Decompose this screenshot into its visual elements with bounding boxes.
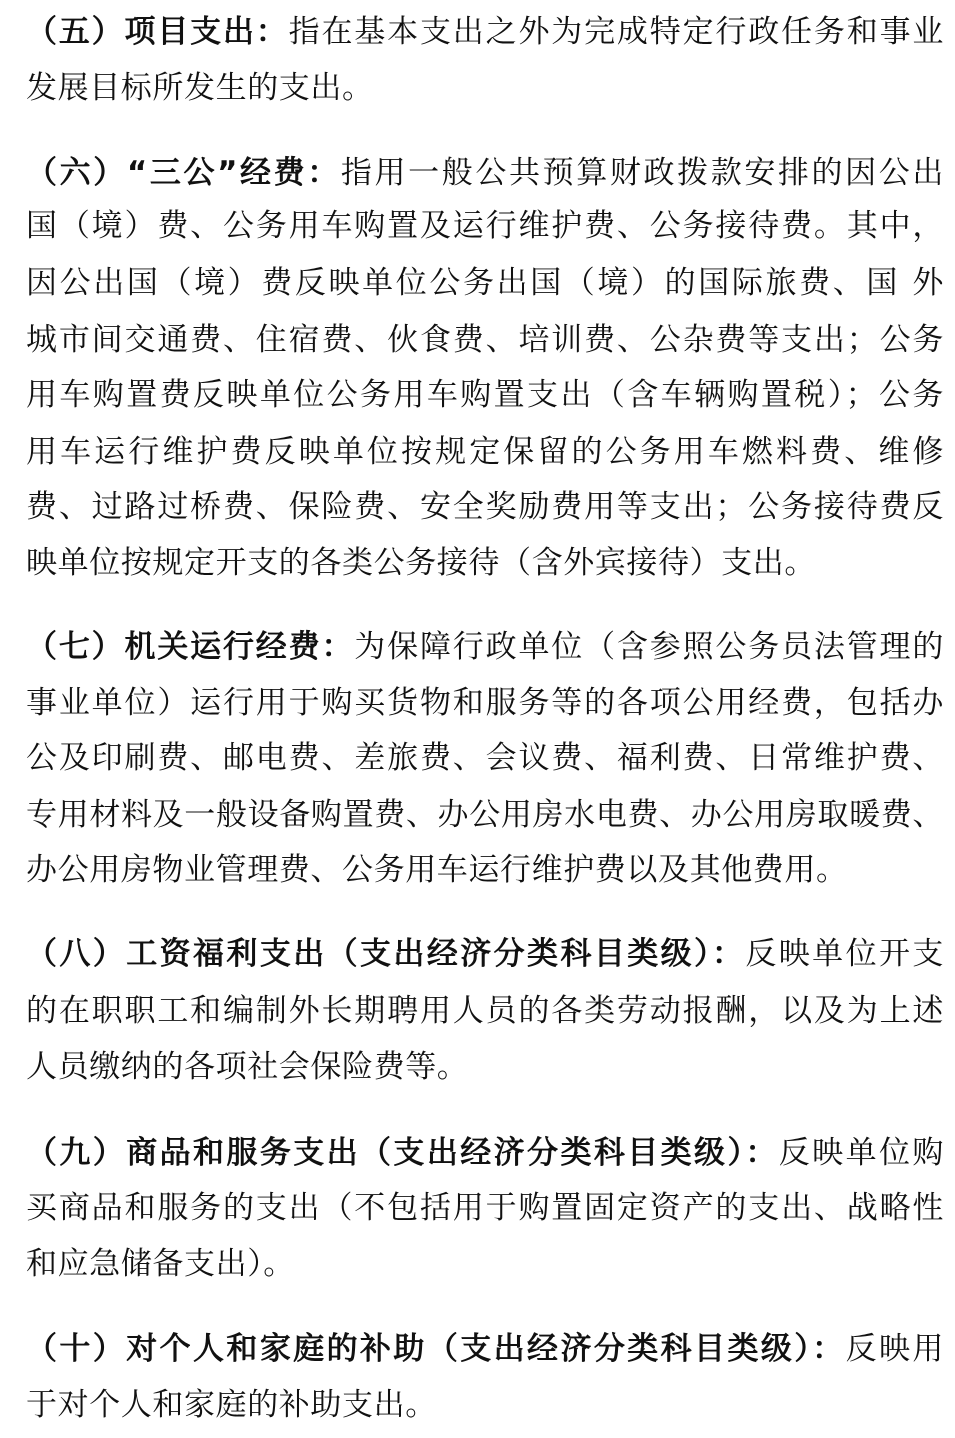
- section-term: （六）“三公”经费：: [26, 155, 341, 191]
- text-line: [26, 366, 944, 424]
- section-text: 指在基本支出之外为完成特定行政任务和事业: [288, 14, 944, 50]
- text-line: [26, 1179, 944, 1237]
- section-text: 反映单位开支: [745, 936, 944, 972]
- section-text: 映单位按规定开支的各类公务接待（含外宾接待）支出。: [26, 545, 816, 581]
- text-line: [26, 1124, 944, 1182]
- section-text: 和应急储备支出）。: [26, 1246, 295, 1282]
- text-line: [26, 197, 944, 255]
- text-line: [26, 618, 944, 676]
- section-text: 买商品和服务的支出（不包括用于购置固定资产的支出、战略性: [26, 1190, 944, 1226]
- text-line: [26, 1320, 944, 1378]
- text-line: [26, 729, 944, 787]
- section-text: 专用材料及一般设备购置费、办公用房水电费、办公用房取暖费、: [26, 797, 944, 833]
- section-text: 人员缴纳的各项社会保险费等。: [26, 1049, 469, 1085]
- section-term: （九）商品和服务支出（支出经济分类科目类级）：: [26, 1135, 779, 1171]
- section-text: 指用一般公共预算财政拨款安排的因公出: [340, 155, 944, 191]
- text-line: [26, 786, 944, 844]
- text-line: [26, 423, 944, 481]
- section-term: （五）项目支出：: [26, 14, 289, 50]
- section-text: 用车购置费反映单位公务用车购置支出（含车辆购置税）；公务: [26, 377, 944, 413]
- text-line: [26, 674, 944, 732]
- section-text: 发展目标所发生的支出。: [26, 70, 374, 106]
- section-term: （八）工资福利支出（支出经济分类科目类级）：: [26, 936, 746, 972]
- section-text: 因公出国（境）费反映单位公务出国（境）的国际旅费、国 外: [26, 265, 944, 301]
- section-text: 反映单位购: [778, 1135, 944, 1171]
- section-text: 于对个人和家庭的补助支出。: [26, 1387, 437, 1423]
- text-line: [26, 311, 944, 369]
- section-text: 国（境）费、公务用车购置及运行维护费、公务接待费。其中，: [26, 208, 944, 244]
- text-line: [26, 1038, 944, 1096]
- text-line: [26, 1235, 944, 1293]
- text-line: [26, 534, 944, 592]
- text-line: [26, 254, 944, 312]
- section-text: 事业单位）运行用于购买货物和服务等的各项公用经费，包括办: [26, 685, 944, 721]
- text-line: [26, 1376, 944, 1434]
- section-text: 用车运行维护费反映单位按规定保留的公务用车燃料费、维修: [26, 434, 944, 470]
- text-line: [26, 478, 944, 536]
- text-line: [26, 3, 944, 61]
- section-text: 费、过路过桥费、保险费、安全奖励费用等支出；公务接待费反: [26, 489, 944, 525]
- section-term: （十）对个人和家庭的补助（支出经济分类科目类级）：: [26, 1331, 846, 1367]
- section-text: 公及印刷费、邮电费、差旅费、会议费、福利费、日常维护费、: [26, 740, 944, 776]
- text-line: [26, 841, 944, 899]
- text-line: [26, 59, 944, 117]
- text-line: [26, 144, 944, 202]
- text-line: [26, 925, 944, 983]
- section-text: 反映用: [845, 1331, 944, 1367]
- text-line: [26, 982, 944, 1040]
- section-text: 城市间交通费、住宿费、伙食费、培训费、公杂费等支出；公务: [26, 322, 944, 358]
- section-text: 办公用房物业管理费、公务用车运行维护费以及其他费用。: [26, 852, 848, 888]
- section-text: 的在职职工和编制外长期聘用人员的各类劳动报酬，以及为上述: [26, 993, 944, 1029]
- section-term: （七）机关运行经费：: [26, 629, 355, 665]
- section-text: 为保障行政单位（含参照公务员法管理的: [354, 629, 944, 665]
